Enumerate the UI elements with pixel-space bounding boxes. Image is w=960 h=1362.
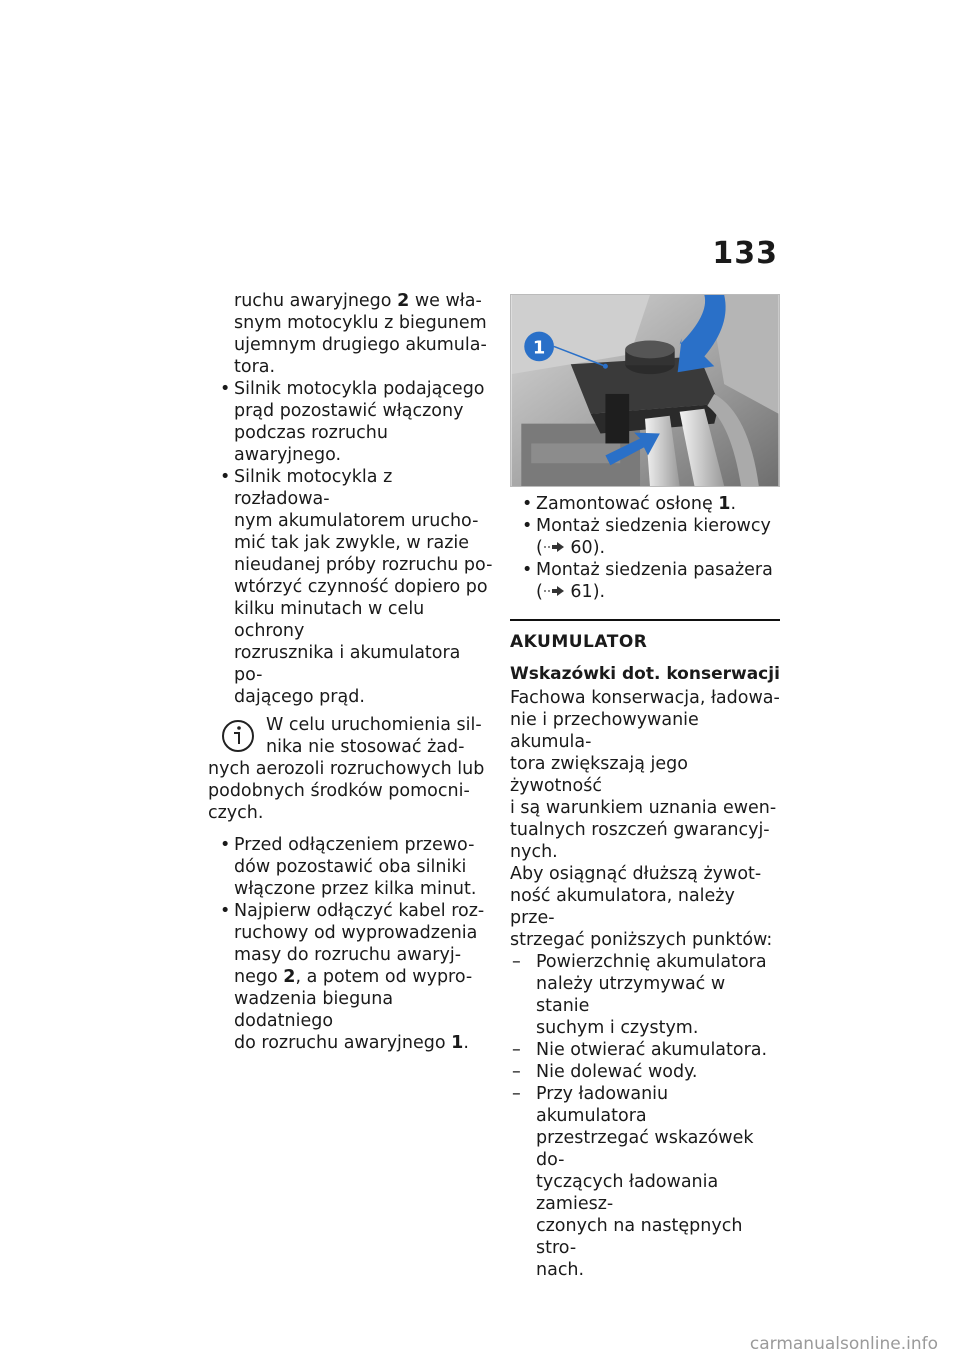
- bullet-item: • Silnik motocykla z rozładowa- nym akumulatorem urucho- mić tak jak zwykle, w razie nieudanej próby rozruchu po- wtórzyć czynność dopiero po kilku minutach w celu ochrony rozrusznika i akumulatora po- dającego prąd.: [208, 466, 493, 708]
- page-reference-arrow-icon: [543, 584, 565, 598]
- section-title: AKUMULATOR: [510, 632, 648, 652]
- bullet-item: • Silnik motocykla podającego prąd pozostawić włączony podczas rozruchu awaryjnego.: [208, 378, 493, 466]
- bullet-item: • Montaż siedzenia kierowcy ( 60).: [510, 515, 780, 559]
- info-note: W celu uruchomienia sil- nika nie stosować żad- nych aerozoli rozruchowych lub podobnych środków pomocni- czych.: [208, 715, 485, 823]
- paragraph: Aby osiągnąć dłuższą żywot- ność akumulatora, należy prze- strzegać poniższych punktów:: [510, 864, 773, 950]
- section-divider: [510, 619, 780, 621]
- dash-item: – Nie otwierać akumulatora.: [510, 1039, 780, 1061]
- dash-item: – Nie dolewać wody.: [510, 1061, 780, 1083]
- watermark: carmanualsonline.info: [749, 1334, 938, 1354]
- battery-cover-photo: [510, 294, 780, 487]
- page-number: 133: [712, 236, 778, 271]
- dash-item: – Przy ładowaniu akumulatora przestrzegać wskazówek do- tyczących ładowania zamiesz- czonych na następnych stro- nach.: [510, 1083, 780, 1281]
- bullet-item: • Zamontować osłonę 1.: [510, 493, 780, 515]
- bullet-item: • Najpierw odłączyć kabel roz- ruchowy od wyprowadzenia masy do rozruchu awaryj- nego 2, a potem od wypro- wadzenia bieguna dodatniego do rozruchu awaryjnego 1.: [208, 900, 493, 1054]
- right-column: [510, 294, 780, 1281]
- left-column: [208, 290, 493, 1054]
- bullet-item: • Przed odłączeniem przewo- dów pozostawić oba silniki włączone przez kilka minut.: [208, 834, 493, 900]
- page-reference-arrow-icon: [543, 540, 565, 554]
- dash-item: – Powierzchnię akumulatora należy utrzymywać w stanie suchym i czystym.: [510, 951, 780, 1039]
- subsection-title: Wskazówki dot. konserwacji: [510, 664, 780, 684]
- continuation-text: ruchu awaryjnego 2 we wła- snym motocyklu z biegunem ujemnym drugiego akumula- tora.: [234, 291, 487, 377]
- info-icon: [220, 718, 256, 754]
- paragraph: Fachowa konserwacja, ładowa- nie i przechowywanie akumula- tora zwiększają jego żywotność i są warunkiem uznania ewen- tualnych roszczeń gwarancyj- nych.: [510, 688, 780, 862]
- bullet-item: • Montaż siedzenia pasażera ( 61).: [510, 559, 780, 603]
- photo-callout-label: 1: [532, 337, 546, 359]
